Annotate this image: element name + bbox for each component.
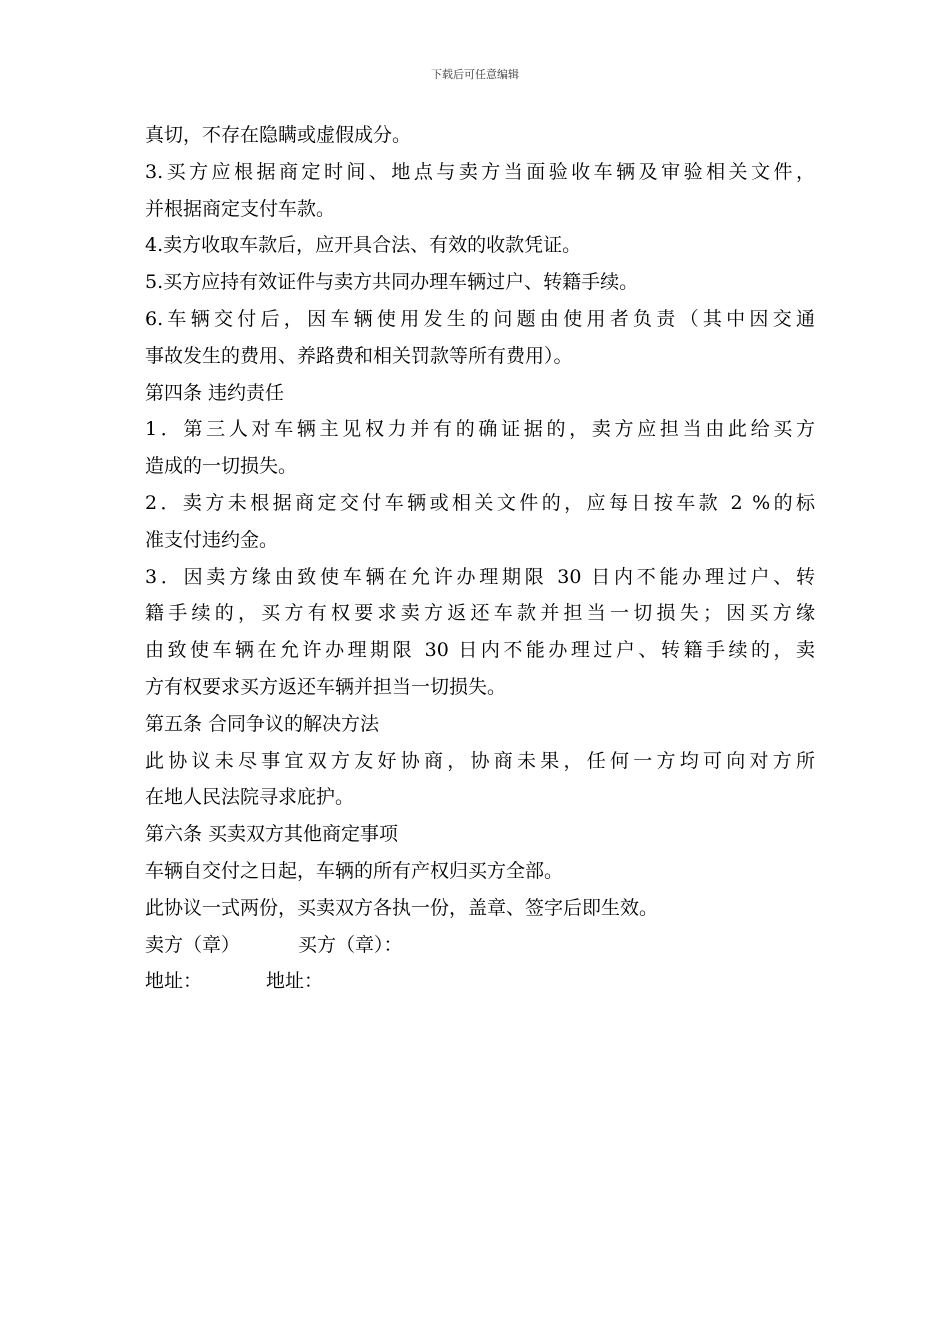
document-body [145, 117, 815, 1000]
paragraph-line: 3．因卖方缘由致使车辆在允许办理期限 30 日内不能办理过户、转 [145, 565, 815, 588]
paragraph-line: 由致使车辆在允许办理期限 30 日内不能办理过户、转籍手续的，卖 [145, 639, 815, 662]
section-heading: 第四条 违约责任 [145, 381, 285, 404]
paragraph-line: 籍手续的，买方有权要求卖方返还车款并担当一切损失；因买方缘 [145, 602, 815, 625]
buyer-address-label: 地址： [266, 970, 324, 993]
paragraph-line: 3.买方应根据商定时间、地点与卖方当面验收车辆及审验相关文件， [145, 160, 815, 183]
seal-row [145, 927, 815, 964]
buyer-seal-label: 买方（章）： [298, 933, 403, 956]
paragraph-line: 此协议一式两份，买卖双方各执一份，盖章、签字后即生效。 [145, 896, 659, 919]
header-note: 下载后可任意编辑 [431, 68, 519, 81]
paragraph-line: 真切，不存在隐瞒或虚假成分。 [145, 124, 412, 146]
paragraph-line: 车辆自交付之日起，车辆的所有产权归买方全部。 [145, 859, 564, 882]
paragraph-line: 1．第三人对车辆主见权力并有的确证据的，卖方应担当由此给买方 [145, 418, 815, 441]
section-heading: 第六条 买卖双方其他商定事项 [145, 823, 399, 846]
paragraph-line: 并根据商定支付车款。 [145, 197, 336, 220]
paragraph-line: 事故发生的费用、养路费和相关罚款等所有费用）。 [145, 344, 573, 367]
paragraph-line: 此协议未尽事宜双方友好协商，协商未果，任何一方均可向对方所 [145, 749, 815, 772]
paragraph-line: 在地人民法院寻求庇护。 [145, 786, 355, 809]
section-heading: 第五条 合同争议的解决方法 [145, 712, 380, 735]
seller-address-label: 地址： [145, 970, 203, 993]
paragraph-line: 造成的一切损失。 [145, 455, 298, 478]
paragraph-line: 5.买方应持有效证件与卖方共同办理车辆过户、转籍手续。 [145, 271, 639, 294]
paragraph-line: 4.卖方收取车款后，应开具合法、有效的收款凭证。 [145, 234, 582, 257]
seller-seal-label: 卖方（章） [145, 933, 241, 956]
paragraph-line: 2．卖方未根据商定交付车辆或相关文件的，应每日按车款 2 %的标 [145, 491, 815, 514]
address-row [145, 963, 815, 1000]
paragraph-line: 准支付违约金。 [145, 528, 279, 551]
paragraph-line: 方有权要求买方返还车辆并担当一切损失。 [145, 675, 507, 698]
paragraph-line: 6.车辆交付后，因车辆使用发生的问题由使用者负责（其中因交通 [145, 307, 815, 330]
